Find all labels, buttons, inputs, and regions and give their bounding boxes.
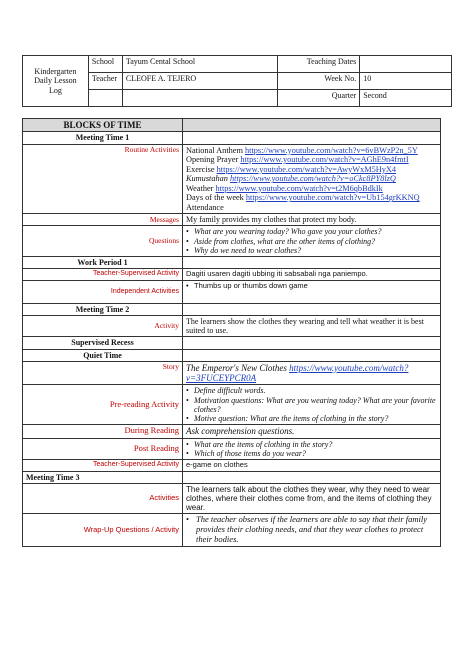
bullet-icon: • bbox=[186, 280, 189, 290]
routine-link[interactable]: https://www.youtube.com/watch?v=6vBWzP2n_5Y bbox=[245, 145, 418, 155]
routine-item bbox=[186, 203, 437, 213]
empty-cell bbox=[183, 337, 441, 349]
story-cell bbox=[183, 361, 441, 385]
teacher-value: CLEOFE A. TEJERO bbox=[122, 73, 278, 90]
routine-link[interactable]: https://www.youtube.com/watch?v=t2M6qbBdkIk bbox=[215, 183, 383, 193]
quarter-value: Second bbox=[360, 90, 452, 107]
pre-reading-list bbox=[183, 385, 441, 425]
meeting1-title: Meeting Time 1 bbox=[23, 132, 183, 144]
work1-ia-cell bbox=[183, 280, 441, 303]
routine-item bbox=[186, 184, 437, 194]
wrap-up-text: The teacher observes if the learners are able to say that their family provides their clothing needs, and that they wear clothes to protect their bodies. bbox=[196, 514, 428, 544]
teaching-dates-label: Teaching Dates bbox=[278, 56, 360, 73]
routine-link[interactable]: https://www.youtube.com/watch?v=AGhE9n4fmtI bbox=[240, 155, 409, 165]
list-item: • Aside from clothes, what are the other items of clothing? bbox=[186, 237, 437, 246]
recess-title: Supervised Recess bbox=[23, 337, 183, 349]
list-item bbox=[186, 282, 437, 291]
teaching-dates-value bbox=[360, 56, 452, 73]
post-reading-list bbox=[183, 438, 441, 459]
routine-item bbox=[186, 193, 437, 203]
pre-reading-label: Pre-reading Activity bbox=[23, 385, 183, 425]
doc-label bbox=[23, 56, 89, 107]
list-item bbox=[186, 515, 437, 544]
during-reading-text: Ask comprehension questions. bbox=[183, 425, 441, 438]
work1-tsa-text: Dagiti usaren dagiti ubbing iti sabsabali nga paniempo. bbox=[183, 269, 441, 281]
quarter-label: Quarter bbox=[278, 90, 360, 107]
routine-item bbox=[186, 146, 437, 156]
blocks-title: BLOCKS OF TIME bbox=[23, 119, 183, 132]
routine-item bbox=[186, 174, 437, 184]
routine-text: National Anthem bbox=[186, 145, 245, 155]
meeting2-activity-text: The learners show the clothes they wearing and tell what weather it is best suited to use. bbox=[183, 316, 441, 337]
list-item: • What are you wearing today? Who gave you your clothes? bbox=[186, 227, 437, 236]
list-item: • Which of those items do you wear? bbox=[186, 449, 437, 458]
list-item: • What are the items of clothing in the story? bbox=[186, 440, 437, 449]
quiet-title: Quiet Time bbox=[23, 349, 183, 361]
routine-link[interactable]: https://www.youtube.com/watch?v=Ub154grKKNQ bbox=[245, 193, 420, 203]
empty-cell bbox=[122, 90, 278, 107]
routine-label: Routine Activities bbox=[23, 144, 183, 214]
list-item: • Motivation questions: What are you wearing today? What are your favorite clothes? bbox=[186, 396, 437, 414]
routine-text: Exercise bbox=[186, 164, 217, 174]
school-label: School bbox=[88, 56, 122, 73]
routine-text: Weather bbox=[186, 183, 216, 193]
routine-item bbox=[186, 165, 437, 175]
week-value: 10 bbox=[360, 73, 452, 90]
routine-text: Opening Prayer bbox=[186, 155, 241, 165]
meeting2-activity-label: Activity bbox=[23, 316, 183, 337]
story-title: The Emperor's New Clothes bbox=[186, 362, 290, 373]
meeting3-title: Meeting Time 3 bbox=[23, 471, 183, 483]
messages-label: Messages bbox=[23, 214, 183, 226]
list-item: • Define difficult words. bbox=[186, 386, 437, 395]
bullet-icon: • bbox=[186, 514, 189, 525]
quiet-tsa-text: e-game on clothes bbox=[183, 459, 441, 471]
quiet-tsa-label: Teacher-Supervised Activity bbox=[23, 459, 183, 471]
post-reading-label: Post Reading bbox=[23, 438, 183, 459]
routine-link[interactable]: https://www.youtube.com/watch?v=AwyWxM5HyX4 bbox=[216, 164, 397, 174]
routine-text: Kumustahan bbox=[186, 174, 231, 184]
empty-cell bbox=[183, 257, 441, 269]
routine-text: Days of the week bbox=[186, 193, 246, 203]
work1-ia-label: Independent Activities bbox=[23, 280, 183, 303]
meeting2-title: Meeting Time 2 bbox=[23, 303, 183, 315]
meeting3-activities-label: Activities bbox=[23, 483, 183, 514]
list-item: • Why do we need to wear clothes? bbox=[186, 246, 437, 255]
empty-cell bbox=[183, 349, 441, 361]
routine-link[interactable]: https://www.youtube.com/watch?v=oCkc8PY8lzQ bbox=[230, 174, 396, 184]
wrap-up-label: Wrap-Up Questions / Activity bbox=[23, 514, 183, 546]
doc-label-line: Log bbox=[49, 85, 62, 95]
wrap-up-cell bbox=[183, 514, 441, 546]
empty-cell bbox=[183, 303, 441, 315]
week-label: Week No. bbox=[278, 73, 360, 90]
blocks-title-fill bbox=[183, 119, 441, 132]
work1-title: Work Period 1 bbox=[23, 257, 183, 269]
work1-tsa-label: Teacher-Supervised Activity bbox=[23, 269, 183, 281]
work1-ia-text: Thumbs up or thumbs down game bbox=[194, 280, 308, 290]
blocks-table bbox=[22, 118, 441, 547]
story-link[interactable]: https://www.youtube.com/watch?v=3FUCEYPCR0A bbox=[186, 362, 409, 384]
doc-label-line: Daily Lesson bbox=[34, 76, 77, 86]
routine-list bbox=[183, 144, 441, 214]
routine-item bbox=[186, 155, 437, 165]
during-reading-label: During Reading bbox=[23, 425, 183, 438]
school-value: Tayum Cental School bbox=[122, 56, 278, 73]
header-table bbox=[22, 55, 452, 107]
empty-cell bbox=[183, 471, 441, 483]
list-item: • Motive question: What are the items of clothing in the story? bbox=[186, 414, 437, 423]
messages-text: My family provides my clothes that protect my body. bbox=[183, 214, 441, 226]
doc-label-line: Kindergarten bbox=[34, 67, 77, 77]
questions-list bbox=[183, 226, 441, 257]
routine-text: Attendance bbox=[186, 202, 224, 212]
teacher-label: Teacher bbox=[88, 73, 122, 90]
meeting3-activities-text: The learners talk about the clothes they wear, why they need to wear clothes, where their clothes come from, and the items of clothing they wear. bbox=[183, 483, 441, 514]
empty-cell bbox=[183, 132, 441, 144]
empty-cell bbox=[88, 90, 122, 107]
questions-label: Questions bbox=[23, 226, 183, 257]
story-label: Story bbox=[23, 361, 183, 385]
